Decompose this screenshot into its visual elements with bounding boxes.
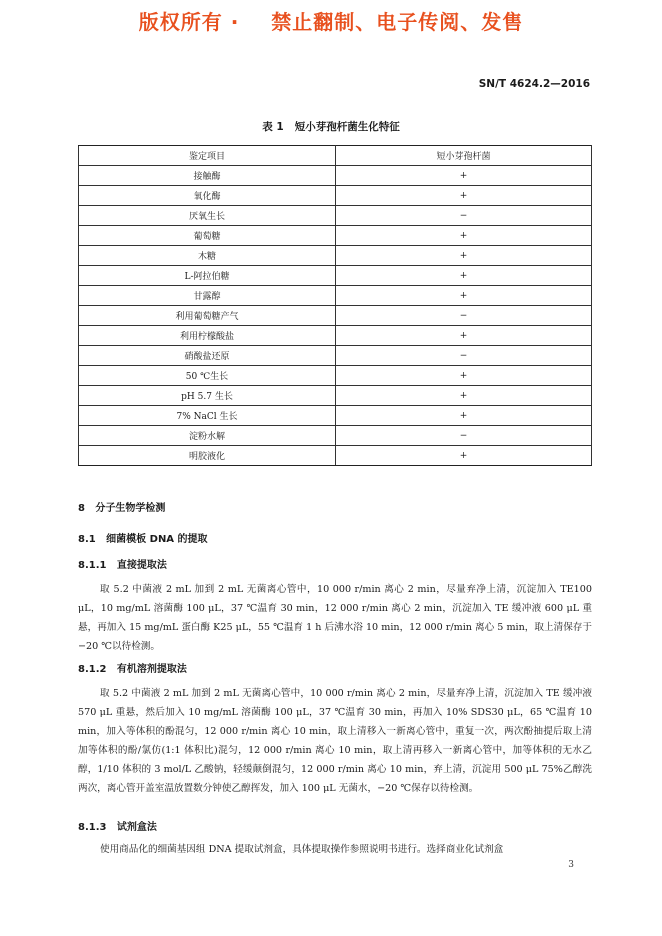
column-header: 短小芽孢杆菌 bbox=[336, 146, 592, 166]
table-cell: + bbox=[336, 166, 592, 186]
table-cell: 硝酸盐还原 bbox=[79, 346, 336, 366]
table-cell: + bbox=[336, 286, 592, 306]
section-heading-8-1-1: 8.1.1 直接提取法 bbox=[78, 560, 167, 571]
table-cell: 淀粉水解 bbox=[79, 426, 336, 446]
copyright-watermark: 版权所有 · 禁止翻制、电子传阅、发售 bbox=[138, 10, 524, 34]
table-cell: 氧化酶 bbox=[79, 186, 336, 206]
table-cell: + bbox=[336, 366, 592, 386]
table-row bbox=[79, 206, 592, 226]
table-row bbox=[79, 426, 592, 446]
table-cell: + bbox=[336, 246, 592, 266]
table-cell: 葡萄糖 bbox=[79, 226, 336, 246]
column-header: 鉴定项目 bbox=[79, 146, 336, 166]
table-cell: 7% NaCl 生长 bbox=[79, 406, 336, 426]
table-cell: 利用葡萄糖产气 bbox=[79, 306, 336, 326]
table-cell: − bbox=[336, 206, 592, 226]
table-row bbox=[79, 366, 592, 386]
section-heading-8-1: 8.1 细菌模板 DNA 的提取 bbox=[78, 534, 208, 545]
table-cell: 厌氧生长 bbox=[79, 206, 336, 226]
section-heading-8-1-3: 8.1.3 试剂盒法 bbox=[78, 822, 157, 833]
table-cell: L-阿拉伯糖 bbox=[79, 266, 336, 286]
paragraph-8-1-1: 取 5.2 中菌液 2 mL 加到 2 mL 无菌离心管中，10 000 r/min 离心 2 min，尽量弃净上清，沉淀加入 TE100 μL，10 mg/mL 溶菌酶 100 μL，37 ℃温育 30 min，12 000 r/min 离心 2 min，沉淀加入 TE 缓冲液 600 μL 重悬，再加入 15 mg/mL 蛋白酶 K25 μL，55 ℃温育 1 h 后沸水浴 10 min，12 000 r/min 离心 5 min，取上清保存于−20 ℃以待检测。 bbox=[78, 584, 592, 652]
table-cell: + bbox=[336, 386, 592, 406]
section-heading-8-1-2: 8.1.2 有机溶剂提取法 bbox=[78, 664, 187, 675]
table-cell: − bbox=[336, 306, 592, 326]
table-row bbox=[79, 446, 592, 466]
paragraph-8-1-3: 使用商品化的细菌基因组 DNA 提取试剂盒，具体提取操作参照说明书进行。选择商业化试剂盒 bbox=[100, 844, 504, 855]
table-cell: + bbox=[336, 326, 592, 346]
table-row bbox=[79, 306, 592, 326]
standard-number: SN/T 4624.2—2016 bbox=[478, 78, 590, 90]
table-row bbox=[79, 286, 592, 306]
table-cell: + bbox=[336, 186, 592, 206]
table-cell: 木糖 bbox=[79, 246, 336, 266]
table-cell: − bbox=[336, 426, 592, 446]
biochemical-table bbox=[78, 145, 592, 466]
page-number: 3 bbox=[568, 860, 574, 870]
paragraph-8-1-2: 取 5.2 中菌液 2 mL 加到 2 mL 无菌离心管中，10 000 r/min 离心 2 min，尽量弃净上清，沉淀加入 TE 缓冲液 570 μL 重悬，然后加入 10 mg/mL 溶菌酶 100 μL，37 ℃温育 30 min，再加入 10% SDS30 μL，65 ℃温育 10 min，加入等体积的酚混匀，12 000 r/min 离心 10 min，取上清移入一新离心管中，重复一次，两次酚抽提后取上清加等体积的酚/氯仿(1:1 体积比)混匀，12 000 r/min 离心 10 min，取上清再移入一新离心管中，加等体积的无水乙醇，1/10 体积的 3 mol/L 乙酸钠，轻缓颠倒混匀，12 000 r/min 离心 10 min，弃上清，沉淀用 500 μL 75%乙醇洗两次，离心管开盖室温放置数分钟使乙醇挥发，加入 100 μL 无菌水，−20 ℃保存以待检测。 bbox=[78, 688, 592, 794]
section-heading-8: 8 分子生物学检测 bbox=[78, 503, 166, 514]
table-cell: + bbox=[336, 226, 592, 246]
table-row bbox=[79, 346, 592, 366]
table-cell: pH 5.7 生长 bbox=[79, 386, 336, 406]
table-row bbox=[79, 186, 592, 206]
table-cell: + bbox=[336, 266, 592, 286]
table-row bbox=[79, 386, 592, 406]
table-row bbox=[79, 326, 592, 346]
table-row bbox=[79, 166, 592, 186]
table-title: 表 1 短小芽孢杆菌生化特征 bbox=[262, 121, 400, 133]
table-cell: 利用柠檬酸盐 bbox=[79, 326, 336, 346]
table-cell: + bbox=[336, 406, 592, 426]
table-cell: − bbox=[336, 346, 592, 366]
table-cell: + bbox=[336, 446, 592, 466]
table-header-row bbox=[79, 146, 592, 166]
table-row bbox=[79, 266, 592, 286]
table-cell: 接触酶 bbox=[79, 166, 336, 186]
table-cell: 50 ℃生长 bbox=[79, 366, 336, 386]
table-row bbox=[79, 406, 592, 426]
table-cell: 明胶液化 bbox=[79, 446, 336, 466]
table-row bbox=[79, 246, 592, 266]
table-row bbox=[79, 226, 592, 246]
table-cell: 甘露醇 bbox=[79, 286, 336, 306]
